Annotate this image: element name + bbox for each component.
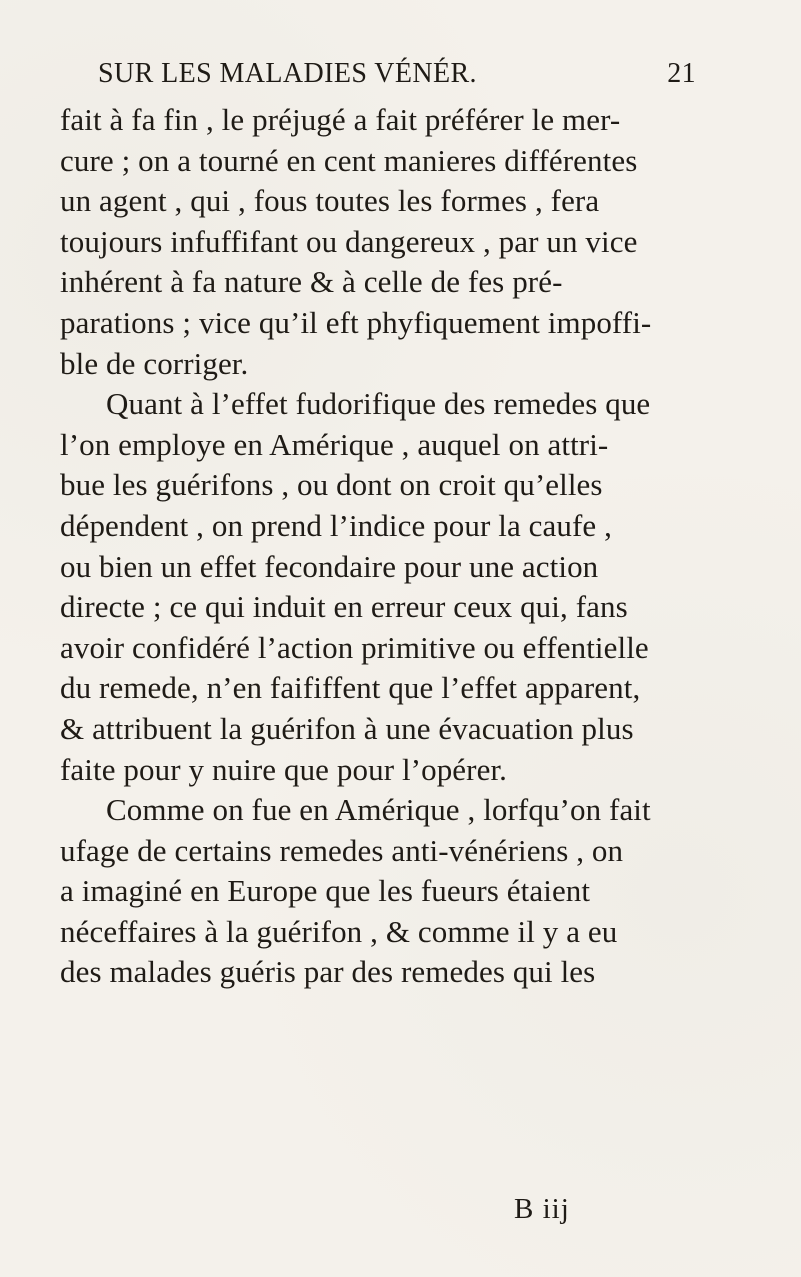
text-line: dépendent , on prend l’indice pour la caufe ,	[60, 507, 612, 543]
text-line: toujours infuffifant ou dangereux , par un vice	[60, 223, 638, 259]
text-line: parations ; vice qu’il eft phyfiquement impoffi-	[60, 304, 652, 340]
text-line: ufage de certains remedes anti-vénériens , on	[60, 832, 624, 868]
printer-signature: B iij	[514, 1193, 570, 1225]
text-line: faite pour y nuire que pour l’opérer.	[60, 751, 508, 787]
text-line: ble de corriger.	[60, 345, 249, 381]
page-header	[98, 58, 696, 100]
text-line: du remede, n’en faififfent que l’effet apparent,	[60, 670, 641, 706]
text-line: ou bien un effet fecondaire pour une action	[60, 548, 599, 584]
text-line: a imaginé en Europe que les fueurs étaient	[60, 873, 591, 909]
text-line: inhérent à fa nature & à celle de fes pré-	[60, 264, 563, 300]
text-line: cure ; on a tourné en cent manieres différentes	[60, 142, 638, 178]
text-line: avoir confidéré l’action primitive ou effentielle	[60, 629, 649, 665]
text-line: bue les guérifons , ou dont on croit qu’elles	[60, 467, 603, 503]
main-text	[60, 100, 728, 993]
text-line: l’on employe en Amérique , auquel on attri-	[60, 426, 609, 462]
text-line: néceffaires à la guérifon , & comme il y a eu	[60, 913, 618, 949]
paragraph-start-line: Quant à l’effet fudorifique des remedes que	[106, 386, 651, 422]
page-number: 21	[667, 58, 696, 89]
running-head: SUR LES MALADIES VÉNÉR.	[98, 58, 477, 89]
text-line: des malades guéris par des remedes qui les	[60, 954, 596, 990]
text-line: un agent , qui , fous toutes les formes , fera	[60, 183, 600, 219]
text-line: & attribuent la guérifon à une évacuation plus	[60, 710, 634, 746]
paragraph-start-line: Comme on fue en Amérique , lorfqu’on fait	[106, 792, 651, 828]
text-line: directe ; ce qui induit en erreur ceux qui, fans	[60, 589, 628, 625]
text-line: fait à fa fin , le préjugé a fait préférer le mer-	[60, 102, 621, 137]
